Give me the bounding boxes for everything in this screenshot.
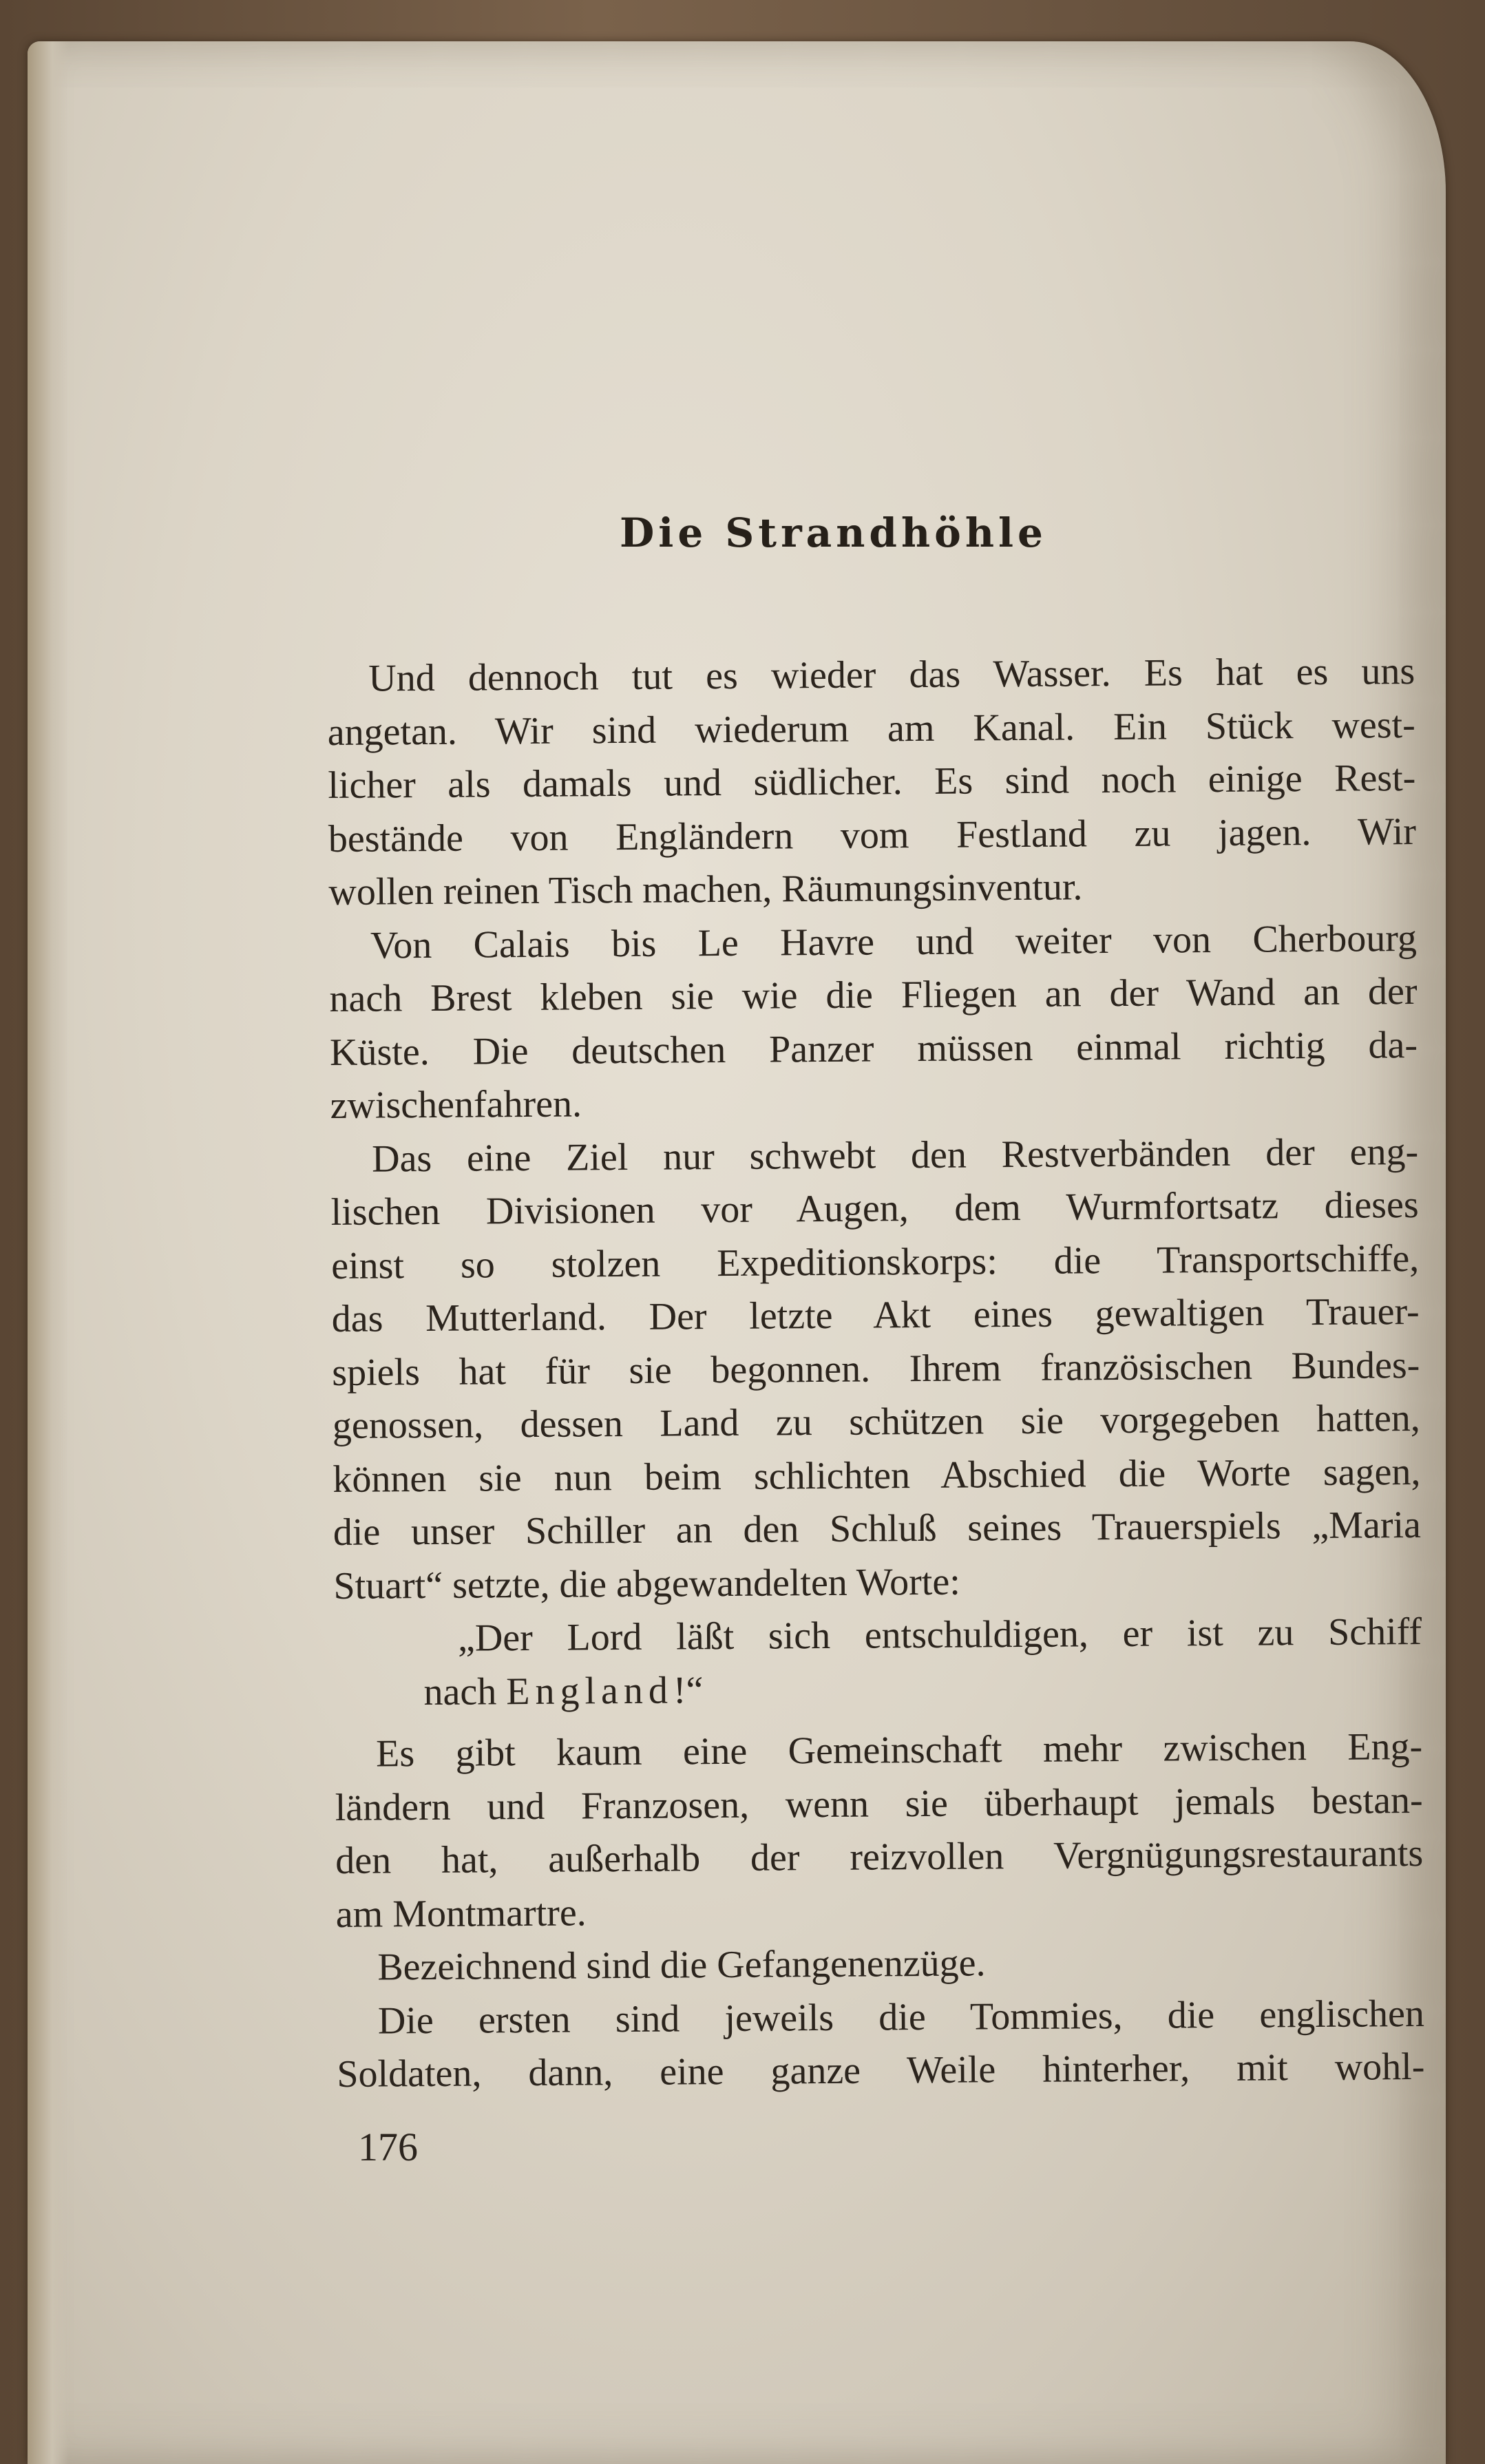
text-line: genossen, dessen Land zu schützen sie vorgegeben hatten, [332,1396,1421,1447]
text-line: Bezeichnend sind die Gefangenenzüge. [377,1941,986,1989]
text-line: Von Calais bis Le Havre und weiter von Cherbourg [370,916,1418,967]
quote-line [334,1659,1422,1720]
text-line: einst so stolzen Expeditionskorps: die Transportschiffe, [331,1236,1420,1287]
book-page [28,41,1446,2464]
text-line: ländern und Franzosen, wenn sie überhaupt jemals bestan- [335,1778,1423,1829]
text-line: Küste. Die deutschen Panzer müssen einmal richtig da- [329,1023,1418,1074]
text-line: können sie nun beim schlichten Abschied die Worte sagen, [333,1450,1421,1501]
page-edge [28,41,69,2464]
text-line: Stuart“ setzte, die abgewandelten Worte: [333,1560,960,1608]
text-line: Das eine Ziel nur schwebt den Restverbänden der eng- [371,1130,1419,1181]
quote-spaced-word: England [506,1669,674,1713]
text-line: am Montmartre. [335,1891,587,1936]
text-line: Die ersten sind jeweils die Tommies, die englischen [377,1992,1425,2043]
text-line: Es gibt kaum eine Gemeinschaft mehr zwischen Eng- [375,1725,1423,1776]
text-line: die unser Schiller an den Schluß seines Trauerspiels „Maria [333,1503,1422,1554]
quote-suffix: !“ [673,1668,704,1712]
text-line: Soldaten, dann, eine ganze Weile hinterher, mit wohl- [337,2045,1425,2096]
text-line: licher als damals und südlicher. Es sind noch einige Rest- [328,756,1416,807]
text-line: wollen reinen Tisch machen, Räumungsinventur. [328,865,1083,914]
quote-line: „Der Lord läßt sich entschuldigen, er ist zu Schiff [457,1610,1422,1660]
text-line: bestände von Engländern vom Festland zu jagen. Wir [328,810,1417,861]
text-line: Und dennoch tut es wieder das Wasser. Es hat es uns [368,649,1415,700]
page-number: 176 [358,2125,418,2169]
text-line: das Mutterland. Der letzte Akt eines gewaltigen Trauer- [331,1289,1420,1340]
text-line: lischen Divisionen vor Augen, dem Wurmfortsatz dieses [330,1183,1419,1234]
quote-prefix: nach [423,1670,507,1714]
text-line: den hat, außerhalb der reizvollen Vergnügungsrestaurants [335,1831,1424,1882]
text-line: spiels hat für sie begonnen. Ihrem französischen Bundes- [332,1343,1420,1394]
body-text [327,645,1425,2101]
text-line: angetan. Wir sind wiederum am Kanal. Ein Stück west- [327,703,1415,754]
text-line: zwischenfahren. [330,1082,582,1127]
chapter-title: Die Strandhöhle [620,509,1047,556]
text-line: nach Brest kleben sie wie die Fliegen an der Wand an der [329,969,1418,1020]
